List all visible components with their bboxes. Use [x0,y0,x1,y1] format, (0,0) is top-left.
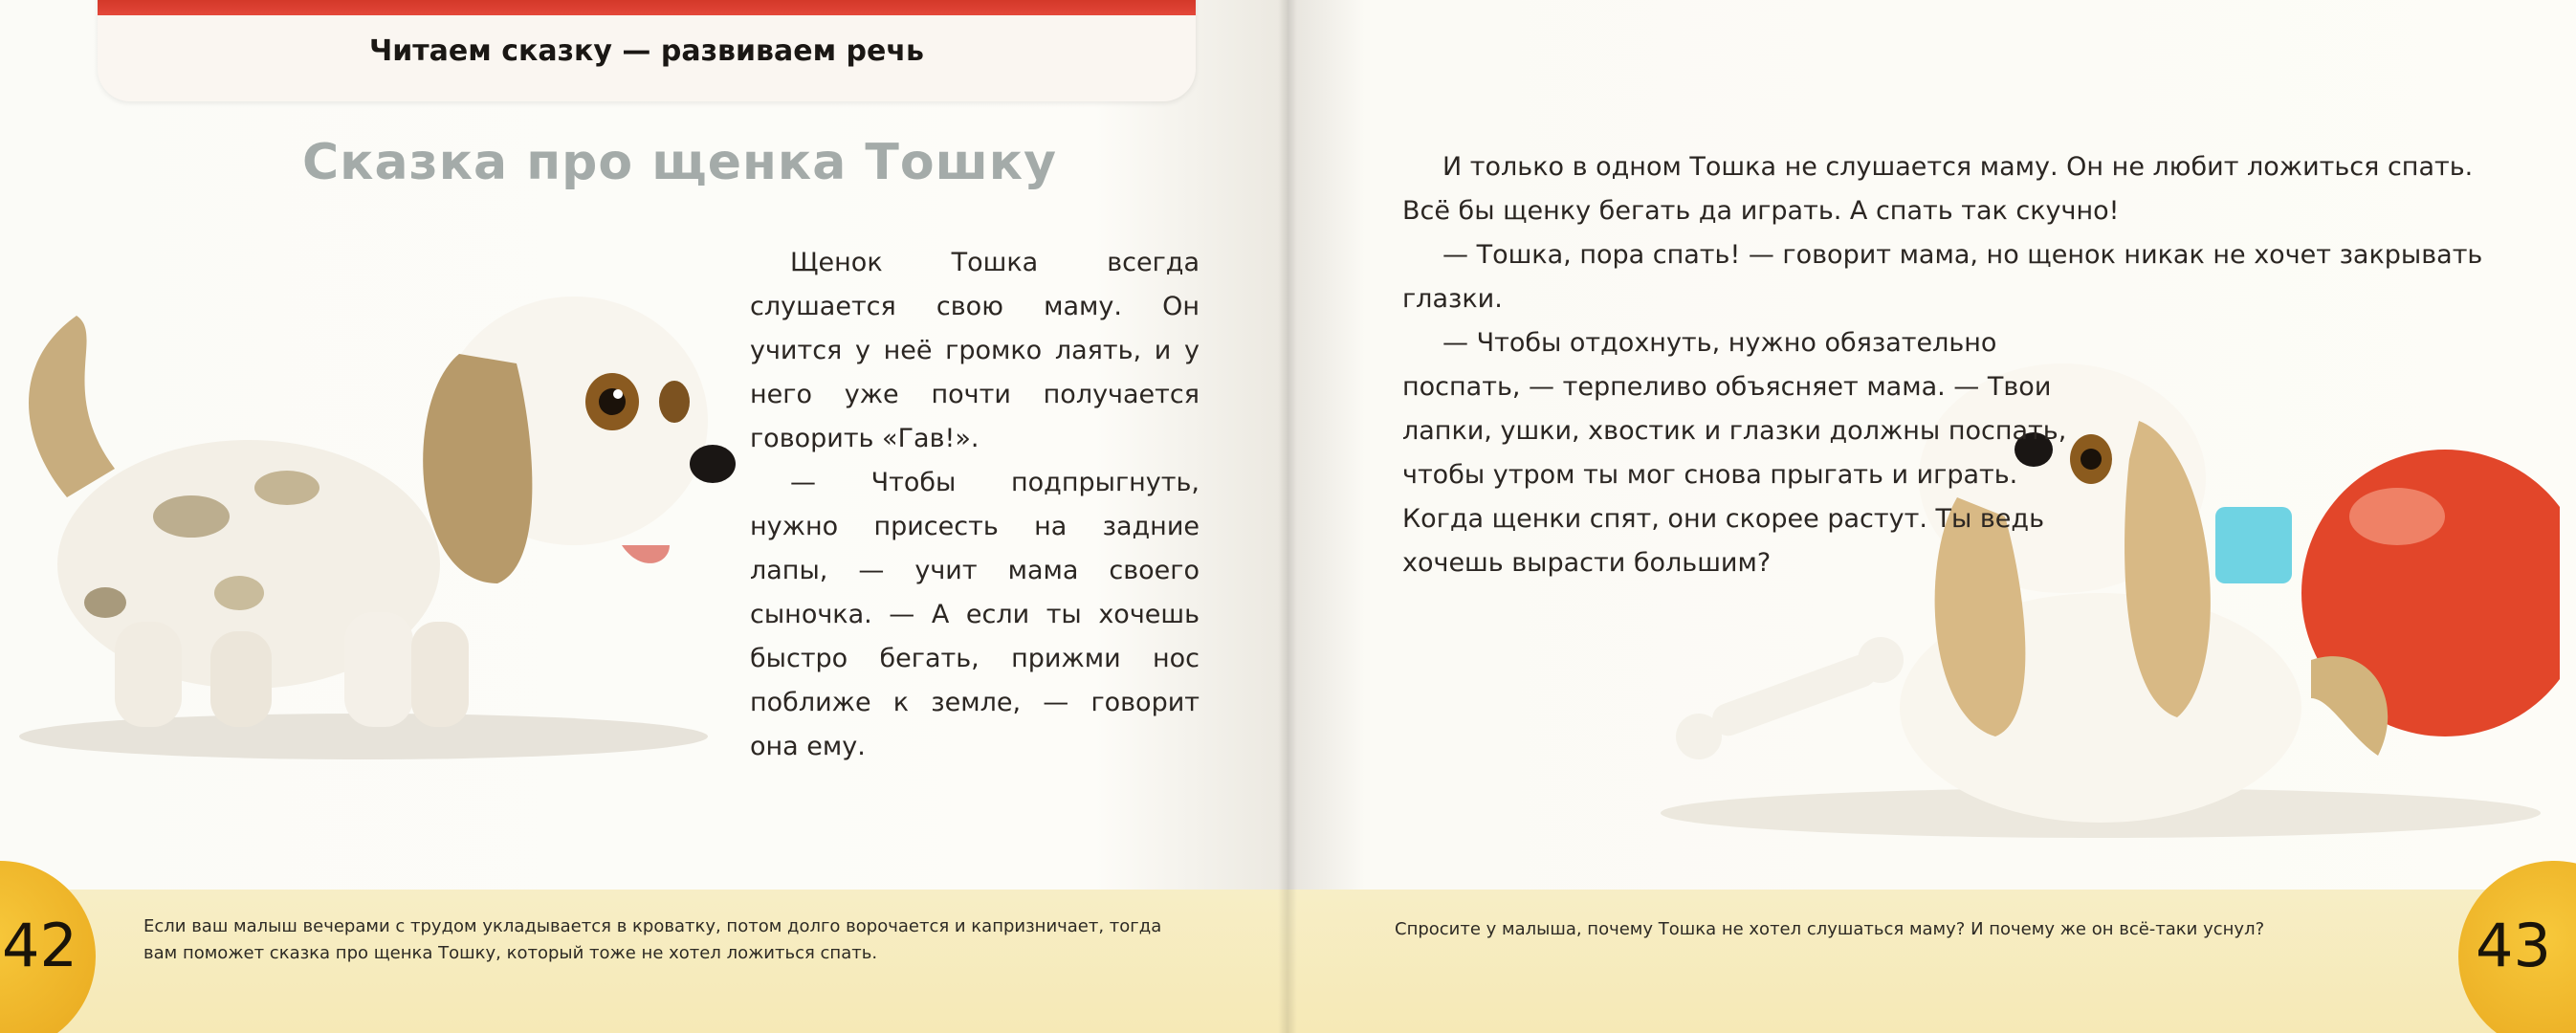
book-spine [1278,0,1297,1033]
header-red-strip [98,0,1196,15]
right-paragraph-1: И только в одном Тошка не слушается маму. Он не любит ложиться спать. Всё бы щенку бегать да играть. А спать так скучно! [1402,152,2474,226]
page-number-left: 42 [2,911,77,980]
series-title: Читаем сказку — развиваем речь [369,34,924,68]
child-question: Спросите у малыша, почему Тошка не хотел слушаться маму? И почему же он всё-таки уснул? [1395,919,2265,939]
left-story-text [750,241,1200,769]
right-page [1288,0,2576,1033]
left-paragraph-2: — Чтобы подпрыгнуть, нужно присесть на задние лапы, — учит мама своего сыночка. — А если ты хочешь быстро бегать, прижми нос поближе к земле, — говорит она ему. [750,468,1200,761]
parent-note: Если ваш малыш вечерами с трудом укладывается в кроватку, потом долго ворочается и капризничает, тогда вам поможет сказка про щенка Тошку, который тоже не хотел ложиться спать. [143,916,1162,963]
right-paragraph-3: — Чтобы отдохнуть, нужно обязательно поспать, — терпеливо объясняет мама. — Твои лапки, ушки, хвостик и глазки должны поспать, чтобы утром ты мог снова прыгать и играть. Когда щенки спят, они скорее растут. Ты ведь хочешь вырасти большим? [1402,328,2067,578]
page-number-right: 43 [2476,911,2551,980]
page-number-badge-right [2458,861,2576,1033]
right-footer-band [1288,890,2576,1033]
left-paragraph-1: Щенок Тошка всегда слушается свою маму. Он учится у неё громко лаять, и у него уже почти получается говорить «Гав!». [750,248,1200,453]
story-title: Сказка про щенка Тошку [302,134,1057,191]
series-header [98,0,1196,101]
puppy-walking-illustration [0,249,737,784]
right-paragraph-2: — Тошка, пора спать! — говорит мама, но щенок никак не хочет закрывать глазки. [1402,240,2483,314]
right-story-text [1402,145,2493,585]
